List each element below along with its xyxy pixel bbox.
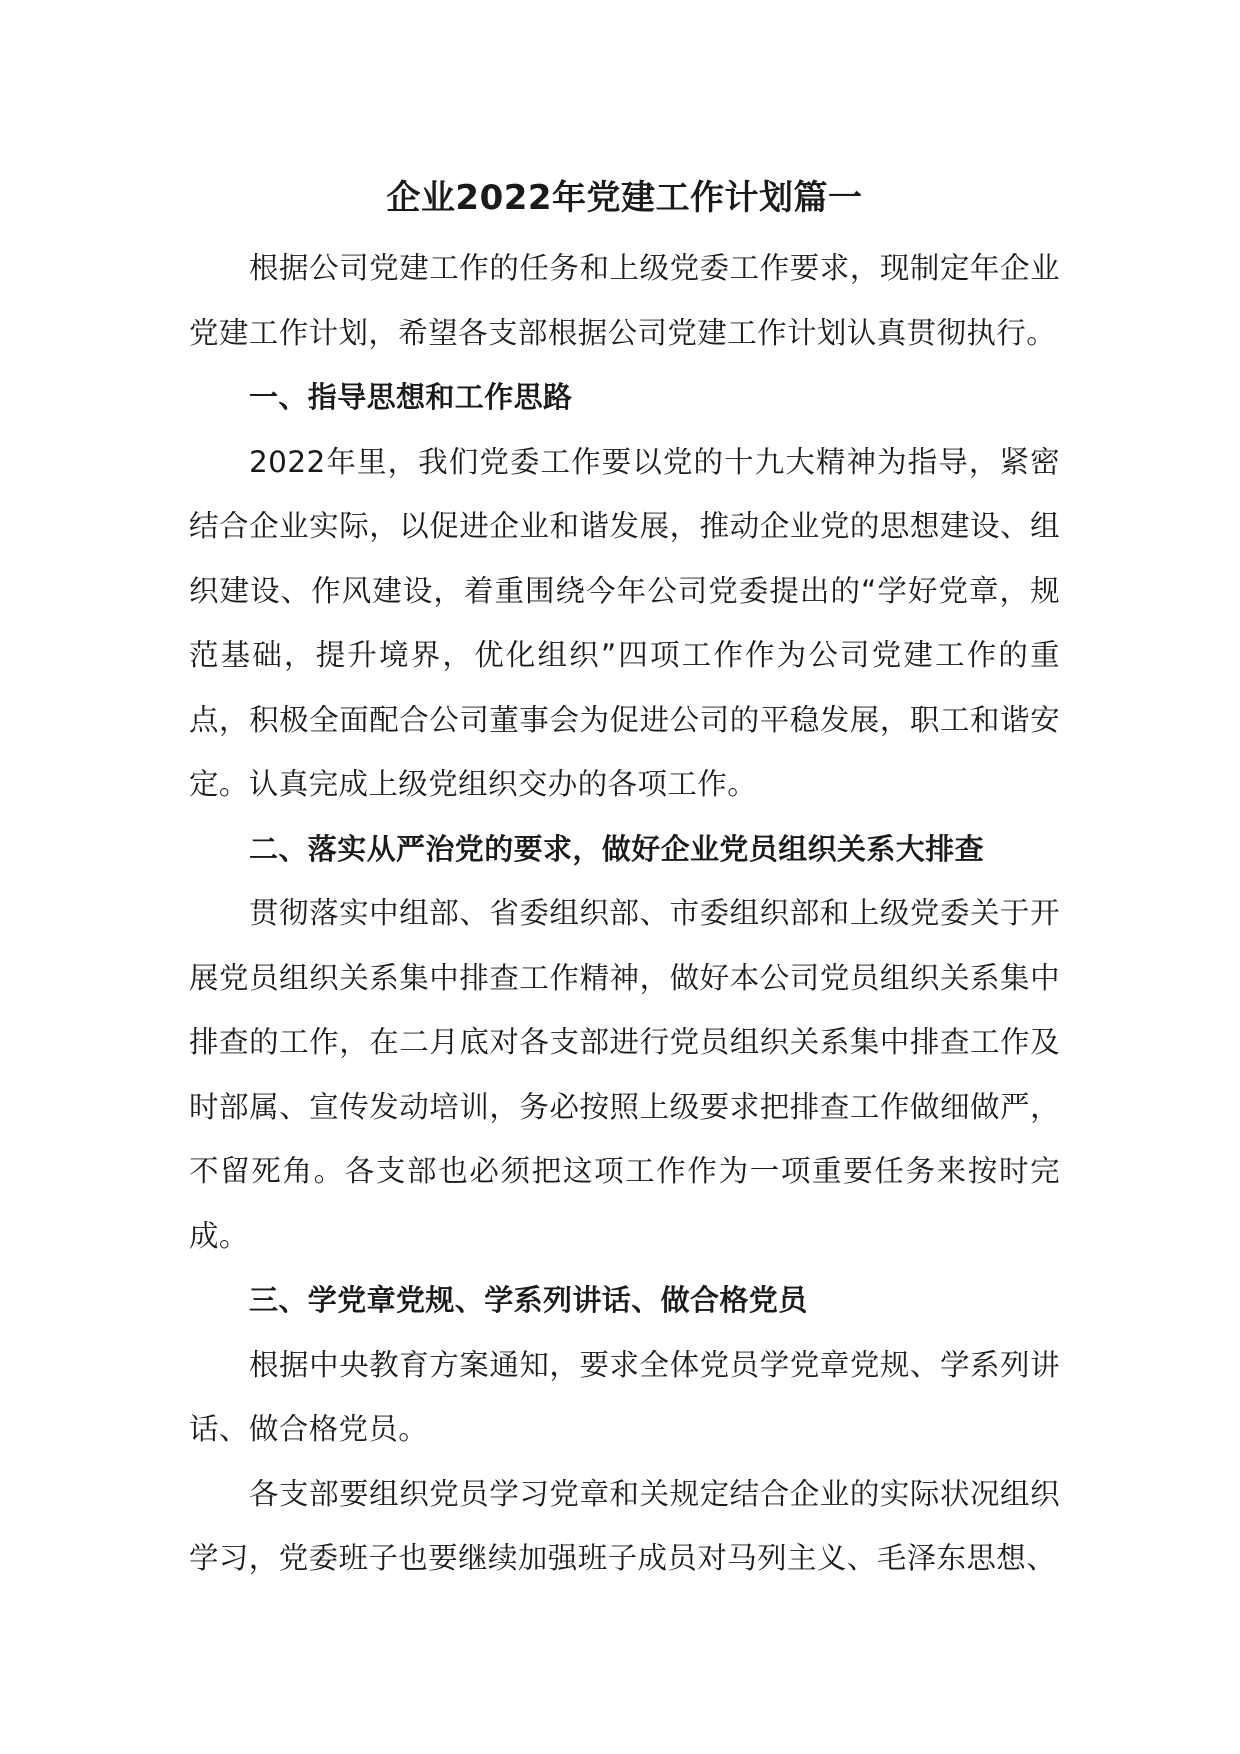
section-2-heading: 二、落实从严治党的要求，做好企业党员组织关系大排查 xyxy=(249,831,985,866)
section-3-paragraph-1: 根据中央教育方案通知，要求全体党员学党章党规、学系列讲话、做合格党员。 xyxy=(189,1347,1060,1446)
document-title: 企业2022年党建工作计划篇一 xyxy=(386,178,863,218)
document-page xyxy=(189,160,1060,1591)
section-3-heading: 三、学党章党规、学系列讲话、做合格党员 xyxy=(249,1283,808,1317)
section-3-paragraph-2: 各支部要组织党员学习党章和关规定结合企业的实际状况组织学习，党委班子也要继续加强班子成员对马列主义、毛泽东思想、 xyxy=(189,1476,1060,1575)
section-1-heading: 一、指导思想和工作思路 xyxy=(249,380,573,414)
intro-paragraph: 根据公司党建工作的任务和上级党委工作要求，现制定年企业党建工作计划，希望各支部根据公司党建工作计划认真贯彻执行。 xyxy=(189,251,1060,350)
section-2-paragraph: 贯彻落实中组部、省委组织部、市委组织部和上级党委关于开展党员组织关系集中排查工作精神，做好本公司党员组织关系集中排查的工作，在二月底对各支部进行党员组织关系集中排查工作及时部属、宣传发动培训，务必按照上级要求把排查工作做细做严，不留死角。各支部也必须把这项工作作为一项重要任务来按时完成。 xyxy=(189,896,1060,1253)
section-1-paragraph: 2022年里，我们党委工作要以党的十九大精神为指导，紧密结合企业实际，以促进企业和谐发展，推动企业党的思想建设、组织建设、作风建设，着重围绕今年公司党委提出的“学好党章，规范基础，提升境界，优化组织”四项工作作为公司党建工作的重点，积极全面配合公司董事会为促进公司的平稳发展，职工和谐安定。认真完成上级党组织交办的各项工作。 xyxy=(189,444,1060,801)
